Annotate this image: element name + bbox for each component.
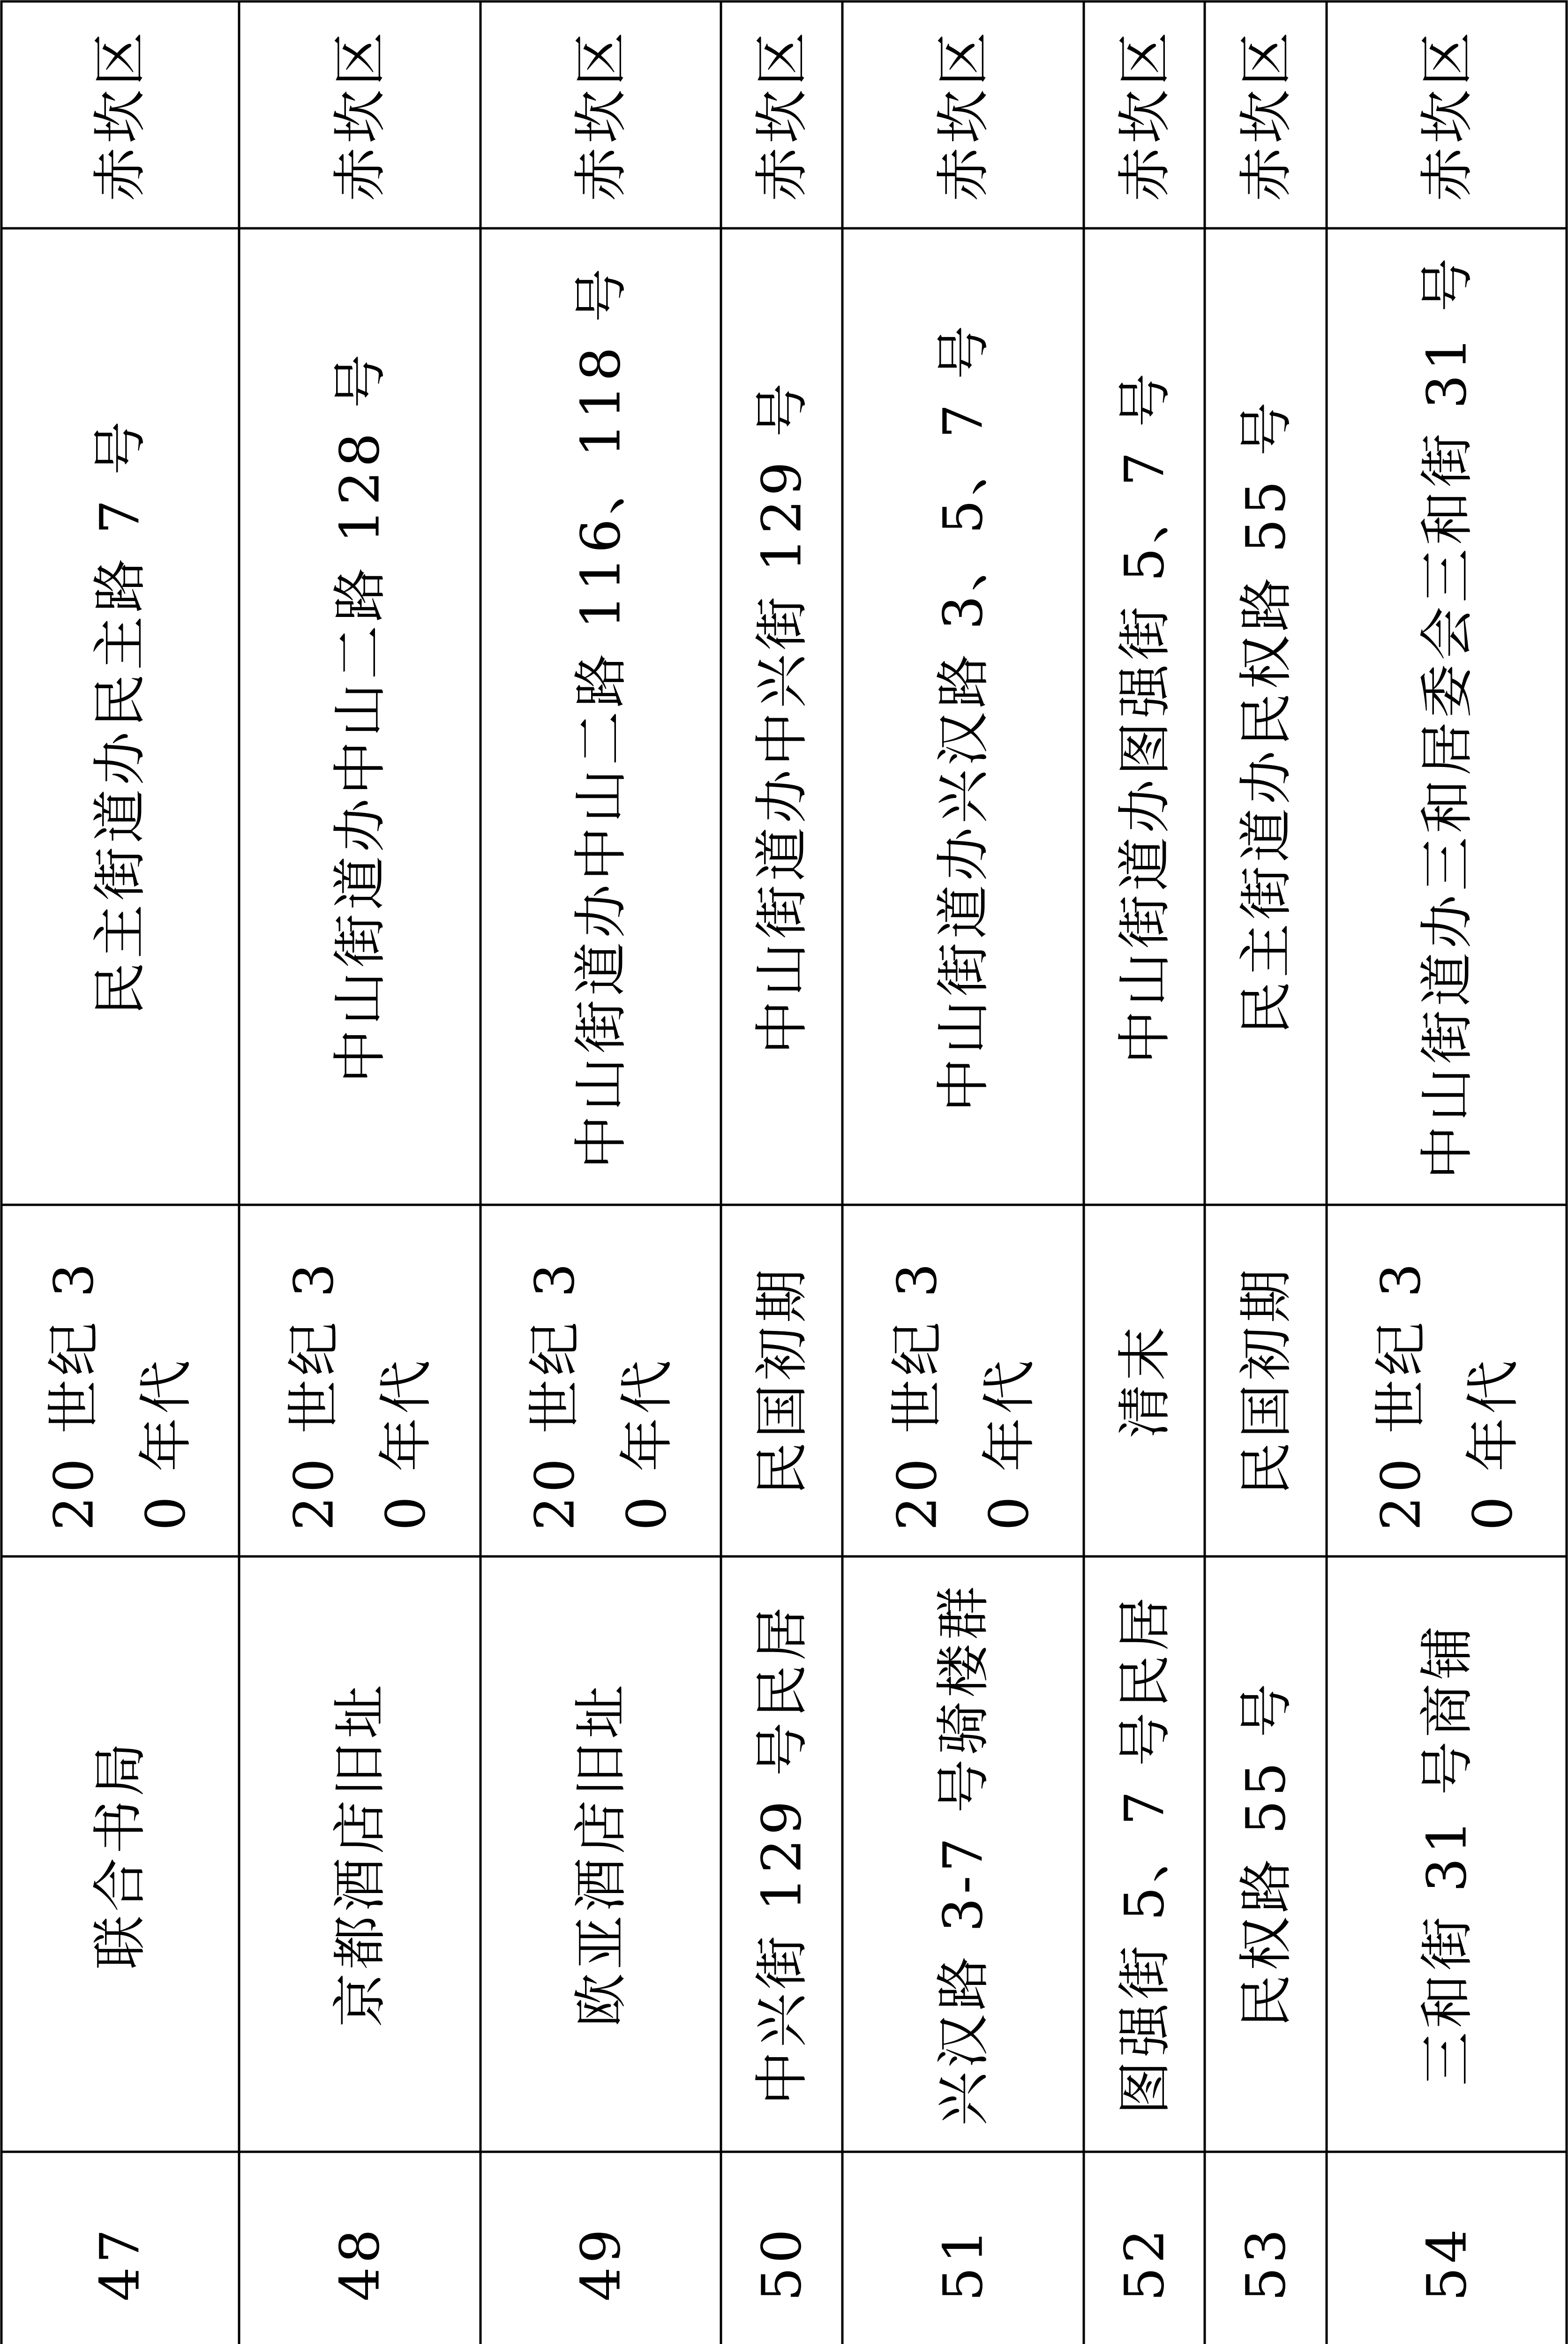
district-text: 赤坎区 xyxy=(89,28,151,202)
era-text: 20 世纪 30 年代 xyxy=(1370,1259,1524,1531)
address-text: 中山街道办中兴街 129 号 xyxy=(750,379,814,1054)
district-text: 赤坎区 xyxy=(1113,28,1176,202)
era-text: 民国初期 xyxy=(750,1265,814,1496)
name-cell xyxy=(722,1556,842,2152)
name-cell xyxy=(482,1556,721,2152)
number-text: 49 xyxy=(570,2225,633,2302)
address-text: 中山街道办中山二路 116、118 号 xyxy=(570,264,633,1169)
district-cell xyxy=(844,1,1084,228)
number-text: 50 xyxy=(750,2225,814,2302)
era-text: 20 世纪 30 年代 xyxy=(43,1259,197,1531)
district-text: 赤坎区 xyxy=(329,28,392,202)
address-cell xyxy=(844,228,1084,1205)
name-text: 中兴街 129 号民居 xyxy=(750,1603,814,2105)
district-text: 赤坎区 xyxy=(570,28,633,202)
district-text: 赤坎区 xyxy=(932,28,995,202)
number-text: 48 xyxy=(329,2225,392,2302)
table-row xyxy=(240,1,480,2344)
era-cell xyxy=(240,1205,480,1556)
number-cell xyxy=(722,2152,842,2344)
name-cell xyxy=(1085,1556,1205,2152)
table-row xyxy=(722,1,842,2344)
table-row xyxy=(1206,1,1327,2344)
address-cell xyxy=(722,228,842,1205)
number-cell xyxy=(844,2152,1084,2344)
name-cell xyxy=(1328,1556,1567,2152)
address-text: 中山街道办三和居委会三和街 31 号 xyxy=(1416,254,1478,1180)
era-cell xyxy=(1206,1205,1327,1556)
era-cell xyxy=(722,1205,842,1556)
table-row xyxy=(1085,1,1205,2344)
number-text: 53 xyxy=(1235,2225,1298,2302)
name-text: 民权路 55 号 xyxy=(1235,1680,1298,2028)
district-cell xyxy=(1328,1,1567,228)
number-cell xyxy=(482,2152,721,2344)
name-cell xyxy=(1,1556,239,2152)
address-text: 民主街道办民主路 7 号 xyxy=(89,417,151,1016)
table-row xyxy=(1,1,239,2344)
table-row xyxy=(482,1,721,2344)
era-cell xyxy=(1328,1205,1567,1556)
era-cell xyxy=(482,1205,721,1556)
name-text: 京都酒店旧址 xyxy=(329,1681,392,2028)
table-row xyxy=(844,1,1084,2344)
number-text: 54 xyxy=(1416,2225,1478,2302)
era-cell xyxy=(1085,1205,1205,1556)
table-row xyxy=(1328,1,1567,2344)
address-cell xyxy=(1085,228,1205,1205)
era-text: 民国初期 xyxy=(1235,1265,1298,1496)
name-cell xyxy=(240,1556,480,2152)
number-text: 52 xyxy=(1113,2225,1176,2302)
address-cell xyxy=(1,228,239,1205)
name-cell xyxy=(1206,1556,1327,2152)
district-cell xyxy=(240,1,480,228)
name-cell xyxy=(844,1556,1084,2152)
name-text: 兴汉路 3-7 号骑楼群 xyxy=(932,1582,995,2126)
address-cell xyxy=(1328,228,1567,1205)
address-text: 中山街道办图强街 5、7 号 xyxy=(1113,369,1176,1064)
district-text: 赤坎区 xyxy=(1416,28,1478,202)
era-text: 20 世纪 30 年代 xyxy=(524,1259,678,1531)
name-text: 欧亚酒店旧址 xyxy=(570,1681,633,2028)
address-cell xyxy=(240,228,480,1205)
name-text: 图强街 5、7 号民居 xyxy=(1113,1593,1176,2115)
number-cell xyxy=(1206,2152,1327,2344)
district-cell xyxy=(1085,1,1205,228)
number-cell xyxy=(240,2152,480,2344)
era-text: 20 世纪 30 年代 xyxy=(283,1259,437,1531)
address-text: 中山街道办中山二路 128 号 xyxy=(329,350,392,1083)
address-cell xyxy=(482,228,721,1205)
era-cell xyxy=(844,1205,1084,1556)
number-text: 47 xyxy=(89,2225,151,2302)
district-cell xyxy=(1,1,239,228)
address-text: 民主街道办民权路 55 号 xyxy=(1235,398,1298,1035)
number-cell xyxy=(1328,2152,1567,2344)
district-text: 赤坎区 xyxy=(1235,28,1298,202)
number-cell xyxy=(1,2152,239,2344)
number-cell xyxy=(1085,2152,1205,2344)
era-text: 20 世纪 30 年代 xyxy=(886,1259,1041,1531)
era-cell xyxy=(1,1205,239,1556)
district-cell xyxy=(722,1,842,228)
name-text: 三和街 31 号商铺 xyxy=(1416,1622,1478,2086)
district-cell xyxy=(482,1,721,228)
address-cell xyxy=(1206,228,1327,1205)
district-cell xyxy=(1206,1,1327,228)
era-text: 清末 xyxy=(1113,1322,1176,1439)
address-text: 中山街道办兴汉路 3、5、7 号 xyxy=(932,321,995,1112)
name-text: 联合书局 xyxy=(89,1738,151,1970)
number-text: 51 xyxy=(932,2225,995,2302)
district-text: 赤坎区 xyxy=(750,28,814,202)
